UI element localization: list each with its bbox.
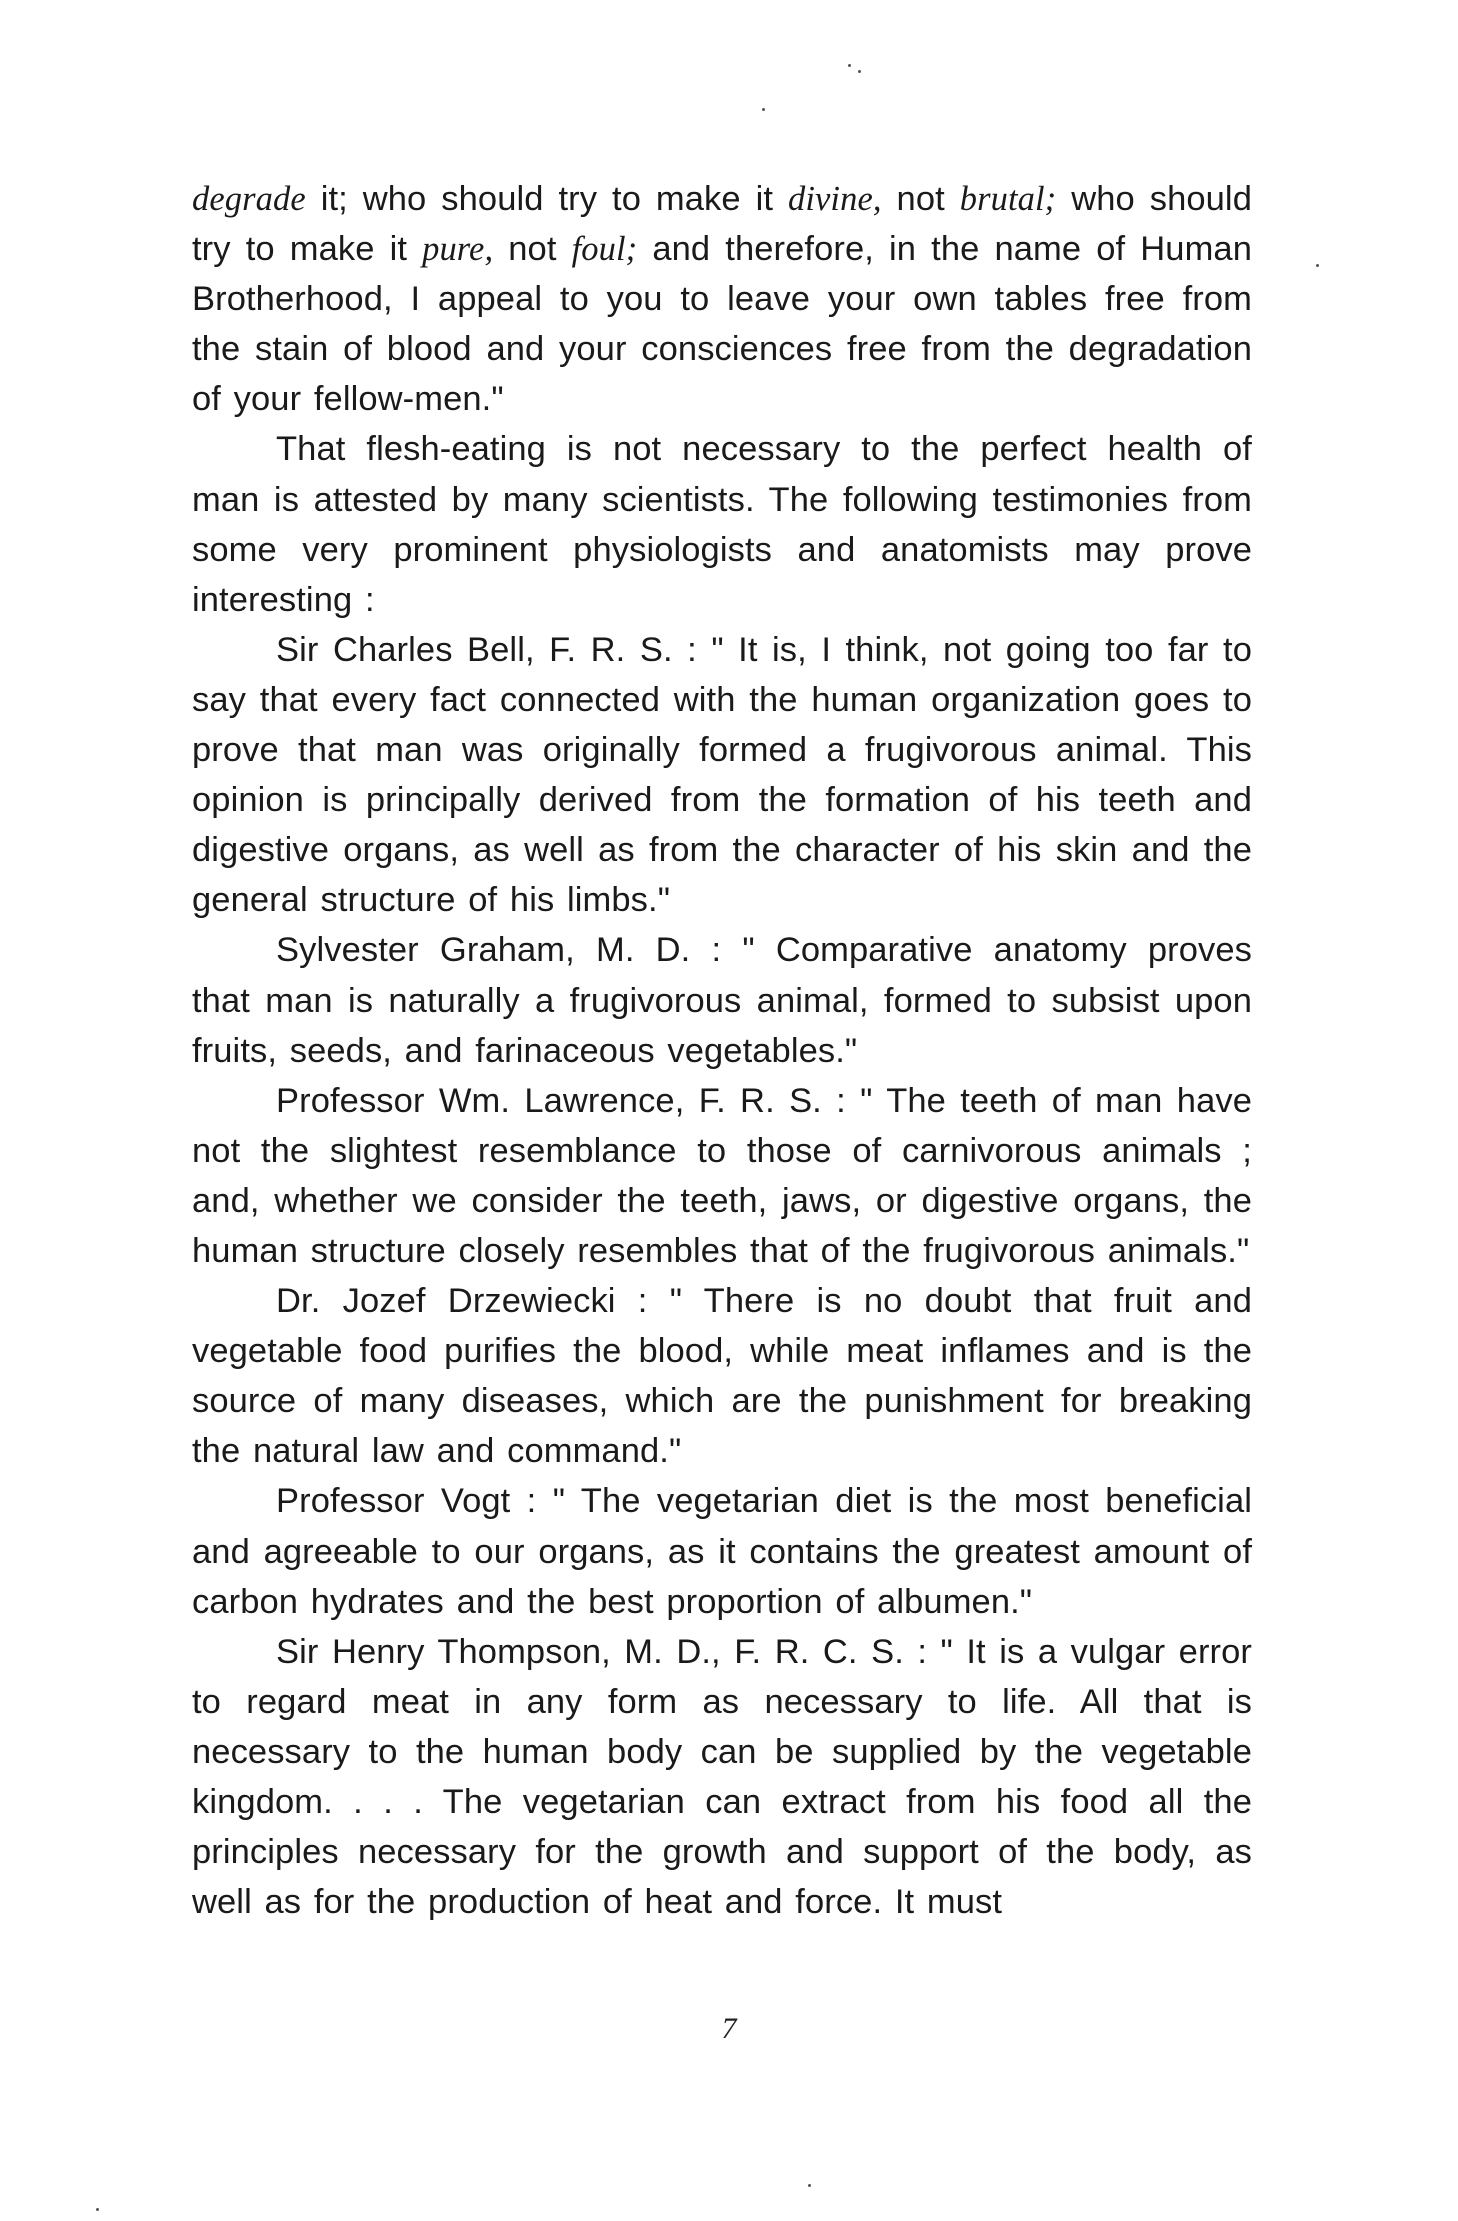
italic-text: foul; bbox=[571, 230, 638, 269]
italic-text: degrade bbox=[192, 180, 306, 218]
text-run: That flesh-eating is not necessary to the perfect health of man is attested by many scientists. The following testimonies from some very prominent physiologists and anatomists may prove interesting : bbox=[192, 430, 1252, 619]
text-run: Sylvester Graham, M. D. : " Comparative anatomy proves that man is naturally a frugivorous animal, formed to subsist upon fruits, seeds, and farinaceous vegetables." bbox=[192, 931, 1252, 1070]
body-text bbox=[192, 174, 1252, 1927]
italic-text: divine, bbox=[787, 180, 882, 218]
paragraph bbox=[192, 625, 1252, 926]
paragraph bbox=[192, 1276, 1252, 1476]
text-run: who should try to make it bbox=[192, 180, 1252, 269]
paper-speck bbox=[762, 108, 765, 111]
paragraph bbox=[192, 1627, 1252, 1928]
paragraph bbox=[192, 174, 1252, 424]
paragraph bbox=[192, 1076, 1252, 1276]
paper-speck bbox=[808, 2184, 811, 2187]
paper-speck bbox=[848, 64, 851, 67]
paragraph bbox=[192, 1476, 1252, 1626]
italic-text: pure, bbox=[422, 230, 494, 269]
text-run: and therefore, in the name of Human Brotherhood, I appeal to you to leave your own tables free from the stain of blood and your consciences free from the degradation of your fellow-men." bbox=[192, 230, 1252, 419]
paper-speck bbox=[96, 2208, 99, 2211]
text-run: not bbox=[881, 180, 960, 218]
paper-speck bbox=[858, 70, 861, 73]
paper-speck bbox=[1316, 264, 1319, 267]
paragraph bbox=[192, 925, 1252, 1075]
text-run: Dr. Jozef Drzewiecki : " There is no doubt that fruit and vegetable food purifies the blood, while meat inflames and is the source of many diseases, which are the punishment for breaking the natural law and command." bbox=[192, 1282, 1252, 1471]
italic-text: brutal; bbox=[959, 180, 1057, 218]
text-run: it; who should try to make it bbox=[305, 180, 788, 218]
text-run: Professor Wm. Lawrence, F. R. S. : " The teeth of man have not the slightest resemblance to those of carnivorous animals ; and, whether we consider the teeth, jaws, or digestive organs, the human structure closely resembles that of the frugivorous animals." bbox=[192, 1081, 1252, 1270]
page-number: 7 bbox=[721, 2012, 737, 2045]
text-run: Professor Vogt : " The vegetarian diet is the most beneficial and agreeable to our organs, as it contains the greatest amount of carbon hydrates and the best proportion of albumen." bbox=[192, 1482, 1252, 1621]
text-run: Sir Charles Bell, F. R. S. : " It is, I think, not going too far to say that every fact connected with the human organization goes to prove that man was originally formed a frugivorous animal. This opinion is principally derived from the formation of his teeth and digestive organs, as well as from the character of his skin and the general structure of his limbs." bbox=[192, 630, 1252, 920]
paragraph bbox=[192, 424, 1252, 624]
text-run: not bbox=[493, 230, 572, 269]
text-run: Sir Henry Thompson, M. D., F. R. C. S. : " It is a vulgar error to regard meat in any form as necessary to life. All that is necessary to the human body can be supplied by the vegetable kingdom. . . . The vegetarian can extract from his food all the principles necessary for the growth and support of the body, as well as for the production of heat and force. It must bbox=[192, 1632, 1252, 1922]
